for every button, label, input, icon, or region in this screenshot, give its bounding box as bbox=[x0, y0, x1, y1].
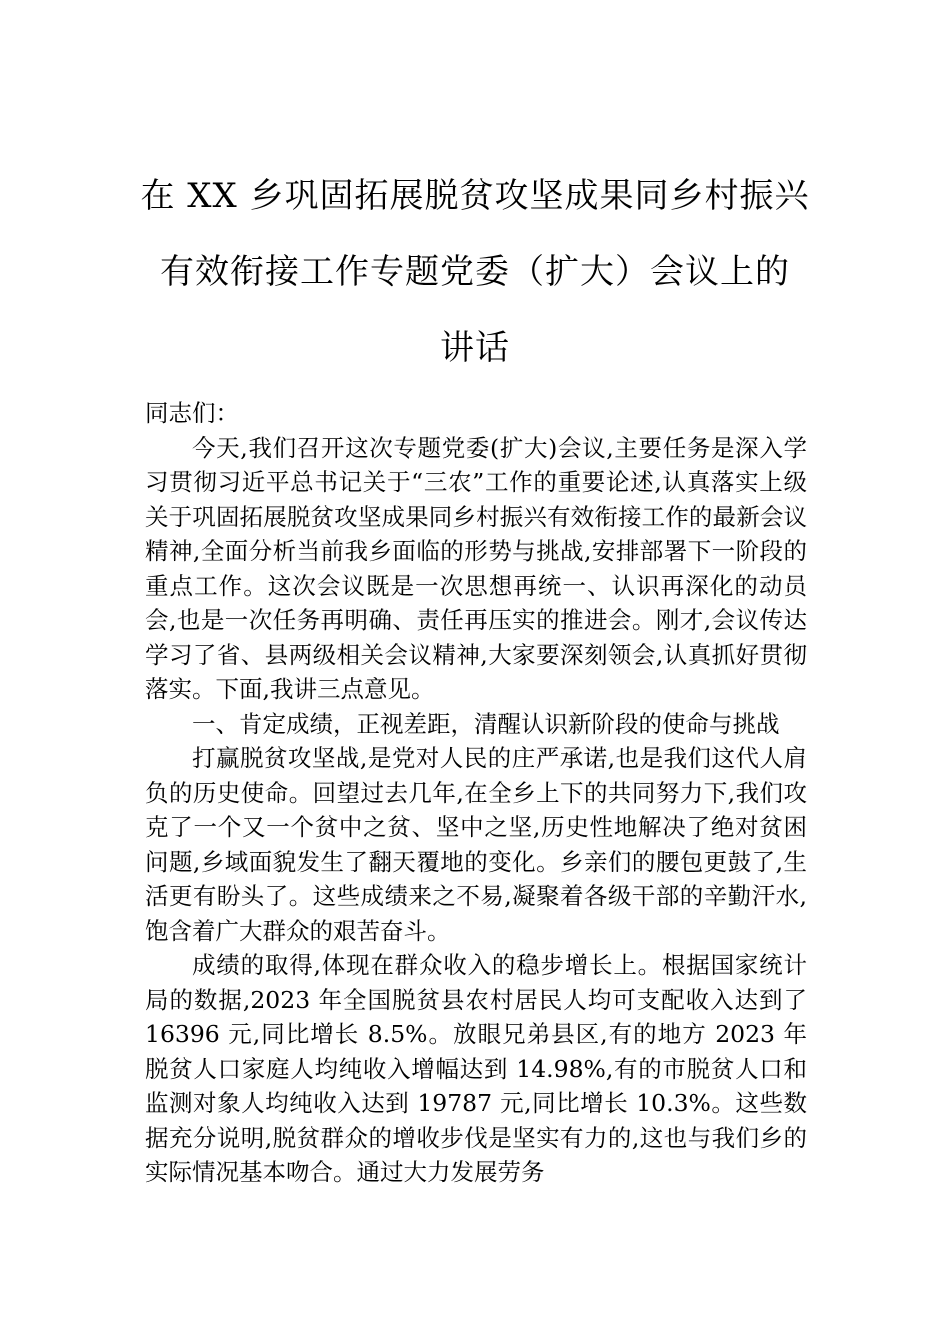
title-line-3: 讲话 bbox=[440, 328, 510, 368]
paragraph-achievements: 打赢脱贫攻坚战,是党对人民的庄严承诺,也是我们这代人肩负的历史使命。回望过去几年,在全乡上下的共同努力下,我们攻克了一个又一个贫中之贫、坚中之坚,历史性地解决了绝对贫困问题,乡域面貌发生了翻天覆地的变化。乡亲们的腰包更鼓了,生活更有盼头了。这些成绩来之不易,凝聚着各级干部的辛勤汗水,饱含着广大群众的艰苦奋斗。 bbox=[145, 744, 807, 945]
title-line-2: 有效衔接工作专题党委（扩大）会议上的 bbox=[160, 252, 790, 292]
section-heading-1: 一、肯定成绩，正视差距，清醒认识新阶段的使命与挑战 bbox=[192, 709, 780, 738]
title-line-1: 在 XX 乡巩固拓展脱贫攻坚成果同乡村振兴 bbox=[140, 176, 810, 216]
document-body bbox=[145, 396, 807, 1190]
paragraph-income: 成绩的取得,体现在群众收入的稳步增长上。根据国家统计局的数据,2023 年全国脱贫县农村居民人均可支配收入达到了 16396 元,同比增长 8.5%。放眼兄弟县区,有的地方 2023 年脱贫人口家庭人均纯收入增幅达到 14.98%,有的市脱贫人口和监测对象人均纯收入达到 19787 元,同比增长 10.3%。这些数据充分说明,脱贫群众的增收步伐是坚实有力的,这也与我们乡的实际情况基本吻合。通过大力发展劳务 bbox=[145, 951, 807, 1186]
document-title bbox=[120, 158, 830, 386]
salutation: 同志们： bbox=[145, 399, 239, 427]
paragraph-intro: 今天,我们召开这次专题党委(扩大)会议,主要任务是深入学习贯彻习近平总书记关于“三农”工作的重要论述,认真落实上级关于巩固拓展脱贫攻坚成果同乡村振兴有效衔接工作的最新会议精神,全面分析当前我乡面临的形势与挑战,安排部署下一阶段的重点工作。这次会议既是一次思想再统一、认识再深化的动员会,也是一次任务再明确、责任再压实的推进会。刚才,会议传达学习了省、县两级相关会议精神,大家要深刻领会,认真抓好贯彻落实。下面,我讲三点意见。 bbox=[145, 433, 807, 703]
